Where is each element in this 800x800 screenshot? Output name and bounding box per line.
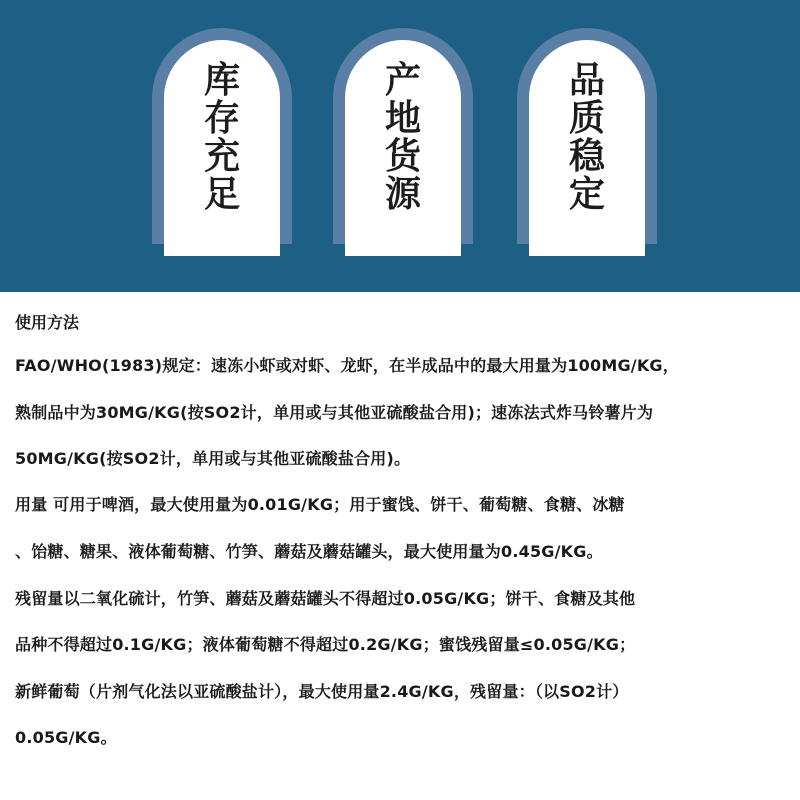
- text-line: 残留量以二氧化硫计，竹笋、蘑菇及蘑菇罐头不得超过0.05G/KG；饼干、食糖及其他: [15, 589, 636, 608]
- badge-char: 产: [384, 60, 421, 101]
- text-line: 50MG/KG(按SO2计，单用或与其他亚硫酸盐合用)。: [15, 449, 411, 468]
- badge-stock: [152, 28, 292, 244]
- text-line: 0.05G/KG。: [15, 728, 117, 747]
- badge-char: 充: [203, 136, 240, 177]
- header-banner: [0, 0, 800, 292]
- badge-char: 足: [203, 174, 240, 215]
- badge-char: 库: [203, 60, 240, 101]
- text-line: FAO/WHO(1983)规定：速冻小虾或对虾、龙虾，在半成品中的最大用量为100MG/KG，: [15, 356, 679, 375]
- text-line: 新鲜葡萄（片剂气化法以亚硫酸盐计），最大使用量2.4G/KG，残留量：（以SO2计）: [15, 682, 629, 701]
- badge-char: 源: [384, 174, 421, 215]
- text-line: 熟制品中为30MG/KG(按SO2计，单用或与其他亚硫酸盐合用)；速冻法式炸马铃薯片为: [15, 403, 654, 422]
- badge-char: 质: [568, 98, 605, 139]
- text-line: 、饴糖、糖果、液体葡萄糖、竹笋、蘑菇及蘑菇罐头，最大使用量为0.45G/KG。: [15, 542, 603, 561]
- section-title: 使用方法: [15, 313, 80, 332]
- badge-char: 货: [384, 136, 421, 177]
- badge-char: 稳: [568, 136, 605, 177]
- badge-char: 地: [384, 98, 421, 139]
- badge-char: 存: [203, 98, 240, 139]
- badge-char: 品: [568, 60, 605, 101]
- text-line: 品种不得超过0.1G/KG；液体葡萄糖不得超过0.2G/KG；蜜饯残留量≤0.05G/KG；: [15, 635, 636, 654]
- badge-char: 定: [568, 174, 605, 215]
- badge-quality: [517, 28, 657, 244]
- badge-origin: [333, 28, 473, 244]
- text-line: 用量 可用于啤酒，最大使用量为0.01G/KG；用于蜜饯、饼干、葡萄糖、食糖、冰糖: [15, 495, 625, 514]
